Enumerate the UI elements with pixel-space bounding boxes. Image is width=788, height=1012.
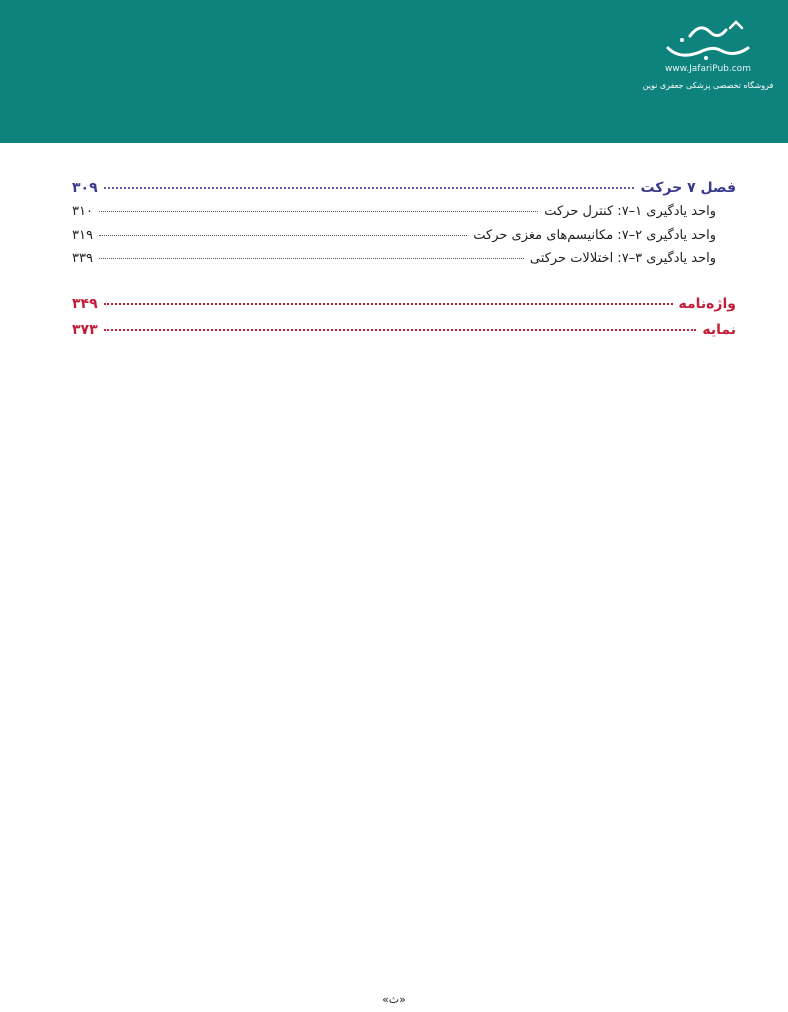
logo-tagline: فروشگاه تخصصی پزشکی جعفری نوین <box>642 81 774 90</box>
toc-unit-label: واحد یادگیری ۳–۷: اختلالات حرکتی <box>529 251 716 266</box>
toc-chapter-page: ۳۰۹ <box>72 180 98 196</box>
toc-unit-row[interactable] <box>72 225 736 243</box>
toc-unit-page: ۳۱۹ <box>72 228 93 243</box>
toc-unit-row[interactable] <box>72 248 736 266</box>
dot-leader <box>99 245 524 259</box>
toc-index-row[interactable] <box>72 318 736 338</box>
logo-url: www.JafariPub.com <box>665 64 751 74</box>
toc-unit-page: ۳۱۰ <box>72 204 93 219</box>
dot-leader <box>99 198 538 212</box>
toc-unit-label: واحد یادگیری ۲–۷: مکانیسم‌های مغزی حرکت <box>473 228 716 243</box>
toc-unit-label: واحد یادگیری ۱–۷: کنترل حرکت <box>544 204 716 219</box>
toc-chapter-row[interactable] <box>72 176 736 196</box>
dot-leader <box>99 222 467 236</box>
toc-unit-row[interactable] <box>72 201 736 219</box>
toc-index-label: نمایه <box>702 322 736 338</box>
toc-chapter-label: فصل ۷ حرکت <box>640 180 736 196</box>
toc-unit-page: ۳۳۹ <box>72 251 93 266</box>
publisher-logo-mark <box>660 18 756 62</box>
toc-glossary-label: واژه‌نامه <box>678 296 736 312</box>
dot-leader <box>104 315 697 331</box>
toc-glossary-row[interactable] <box>72 292 736 312</box>
dot-leader <box>104 289 673 305</box>
toc-glossary-page: ۳۴۹ <box>72 296 98 312</box>
publisher-logo <box>638 18 778 98</box>
dot-leader <box>104 173 635 189</box>
page-number: «ث» <box>382 993 406 1006</box>
toc-index-page: ۳۷۳ <box>72 322 98 338</box>
